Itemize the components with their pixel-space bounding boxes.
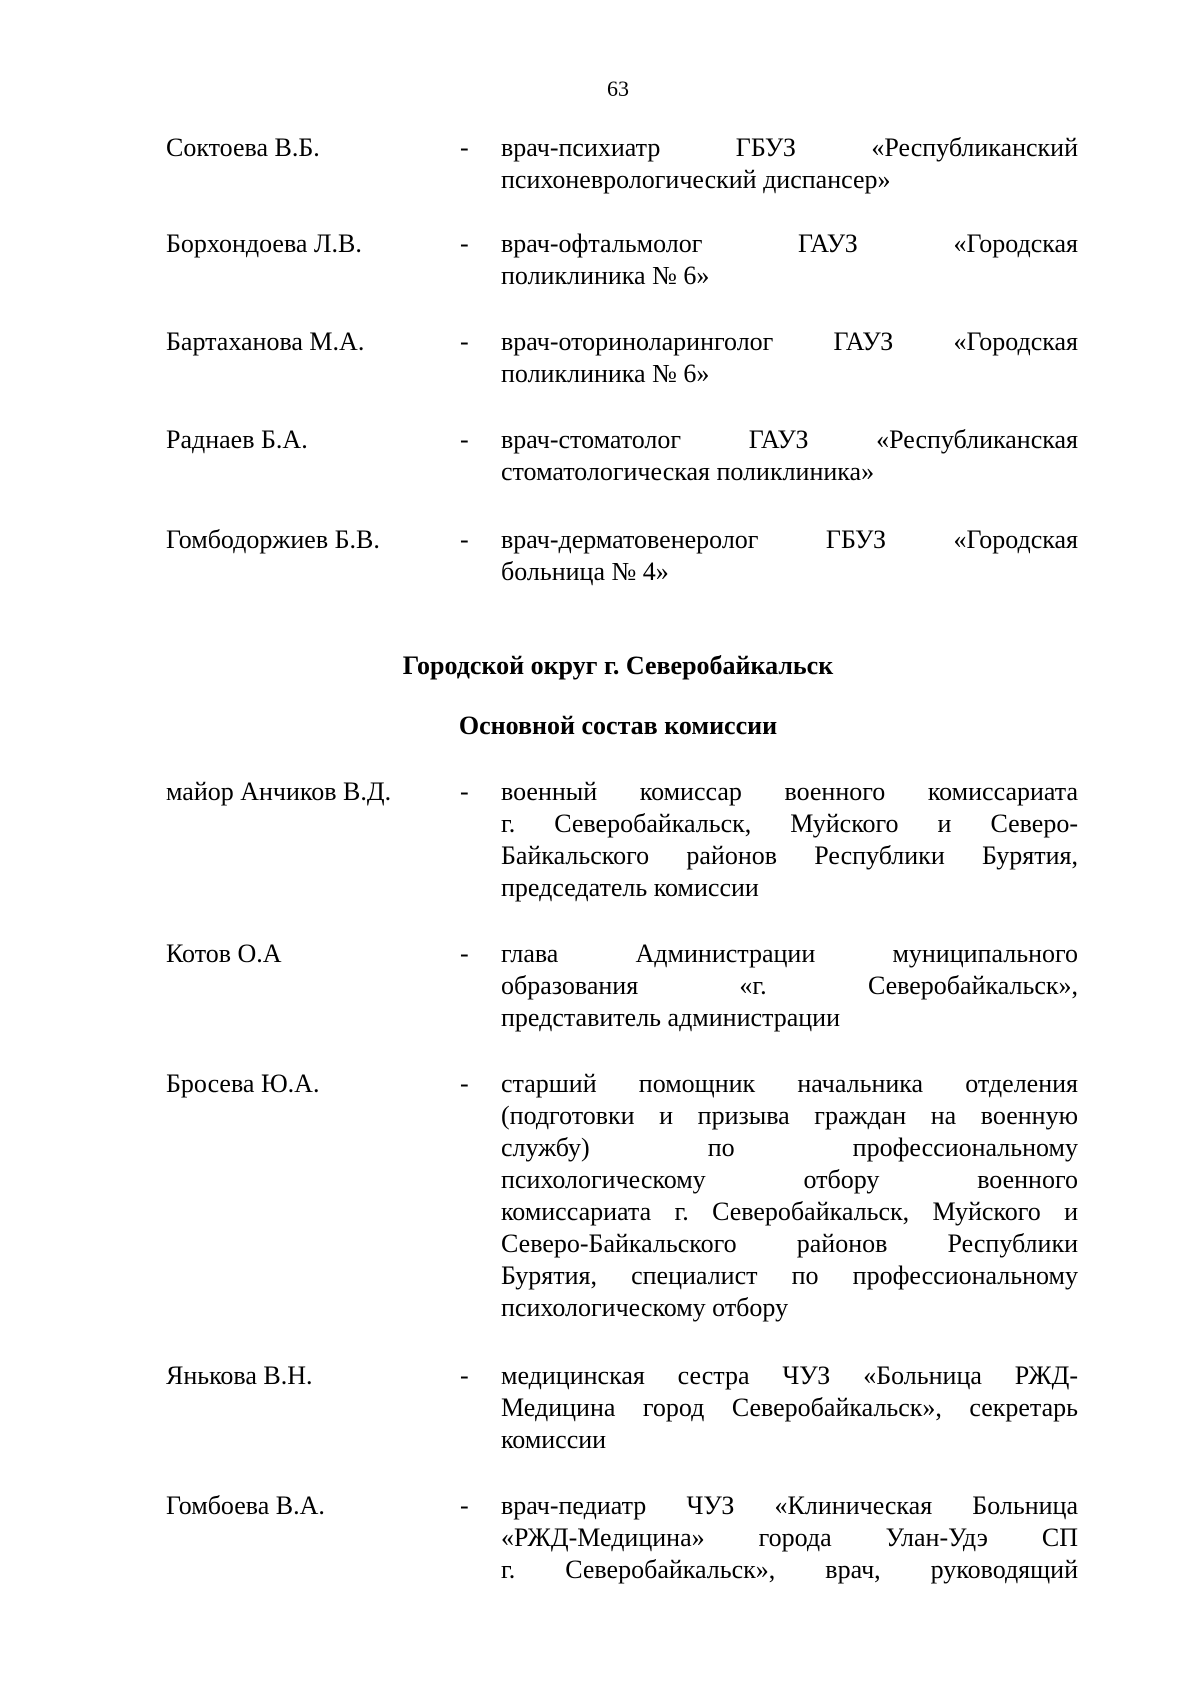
role-line: психологическому отбору [501, 1293, 789, 1322]
member-name: Гомбоева В.А. [166, 1491, 325, 1520]
role-line: Медицина город Северобайкальск», секретарь [501, 1393, 1078, 1422]
member-name: Борхондоева Л.В. [166, 229, 362, 258]
member-role [501, 1360, 1078, 1456]
member-name: Раднаев Б.А. [166, 425, 308, 454]
dash: - [460, 1491, 469, 1520]
page-number: 63 [607, 76, 629, 101]
dash: - [460, 1361, 469, 1390]
dash: - [460, 939, 469, 968]
member-name: Гомбодоржиев Б.В. [166, 525, 380, 554]
role-line: (подготовки и призыва граждан на военную [501, 1101, 1078, 1130]
dash: - [460, 133, 469, 162]
role-line: Бурятия, специалист по профессиональному [501, 1261, 1078, 1290]
member-role [501, 132, 1078, 196]
role-line: психоневрологический диспансер» [501, 165, 891, 194]
role-line: больница № 4» [501, 557, 669, 586]
district-heading: Городской округ г. Северобайкальск [402, 651, 834, 680]
member-name: Бросева Ю.А. [166, 1069, 320, 1098]
role-line: поликлиника № 6» [501, 261, 710, 290]
dash: - [460, 1069, 469, 1098]
member-role [501, 1490, 1078, 1586]
role-line: старший помощник начальника отделения [501, 1069, 1078, 1098]
member-name: Соктоева В.Б. [166, 133, 320, 162]
role-line: образования «г. Северобайкальск», [501, 971, 1078, 1000]
member-role [501, 938, 1078, 1034]
role-line: поликлиника № 6» [501, 359, 710, 388]
role-line: комиссариата г. Северобайкальск, Муйского и [501, 1197, 1078, 1226]
dash: - [460, 777, 469, 806]
commission-subheading: Основной состав комиссии [458, 711, 778, 740]
role-line: психологическому отбору военного [501, 1165, 1078, 1194]
role-line: службу) по профессиональному [501, 1133, 1078, 1162]
member-role [501, 228, 1078, 292]
role-line: врач-педиатр ЧУЗ «Клиническая Больница [501, 1491, 1078, 1520]
dash: - [460, 525, 469, 554]
member-role [501, 424, 1078, 488]
member-role [501, 326, 1078, 390]
dash: - [460, 425, 469, 454]
role-line: военный комиссар военного комиссариата [501, 777, 1078, 806]
role-line: врач-оториноларинголог ГАУЗ «Городская [501, 327, 1078, 356]
role-line: комиссии [501, 1425, 607, 1454]
role-line: медицинская сестра ЧУЗ «Больница РЖД- [501, 1361, 1078, 1390]
role-line: председатель комиссии [501, 873, 759, 902]
role-line: глава Администрации муниципального [501, 939, 1078, 968]
member-role [501, 776, 1078, 904]
member-role [501, 524, 1078, 588]
role-line: стоматологическая поликлиника» [501, 457, 875, 486]
role-line: врач-офтальмолог ГАУЗ «Городская [501, 229, 1078, 258]
role-line: врач-дерматовенеролог ГБУЗ «Городская [501, 525, 1078, 554]
member-name: Бартаханова М.А. [166, 327, 365, 356]
member-name: майор Анчиков В.Д. [166, 777, 392, 806]
member-name: Янькова В.Н. [166, 1361, 313, 1390]
role-line: представитель администрации [501, 1003, 840, 1032]
member-name: Котов О.А [166, 939, 282, 968]
role-line: врач-стоматолог ГАУЗ «Республиканская [501, 425, 1078, 454]
dash: - [460, 229, 469, 258]
dash: - [460, 327, 469, 356]
role-line: «РЖД-Медицина» города Улан-Удэ СП [501, 1523, 1078, 1552]
role-line: г. Северобайкальск, Муйского и Северо- [501, 809, 1078, 838]
role-line: Северо-Байкальского районов Республики [501, 1229, 1078, 1258]
member-role [501, 1068, 1078, 1324]
role-line: Байкальского районов Республики Бурятия, [501, 841, 1078, 870]
role-line: г. Северобайкальск», врач, руководящий [501, 1555, 1078, 1584]
role-line: врач-психиатр ГБУЗ «Республиканский [501, 133, 1078, 162]
